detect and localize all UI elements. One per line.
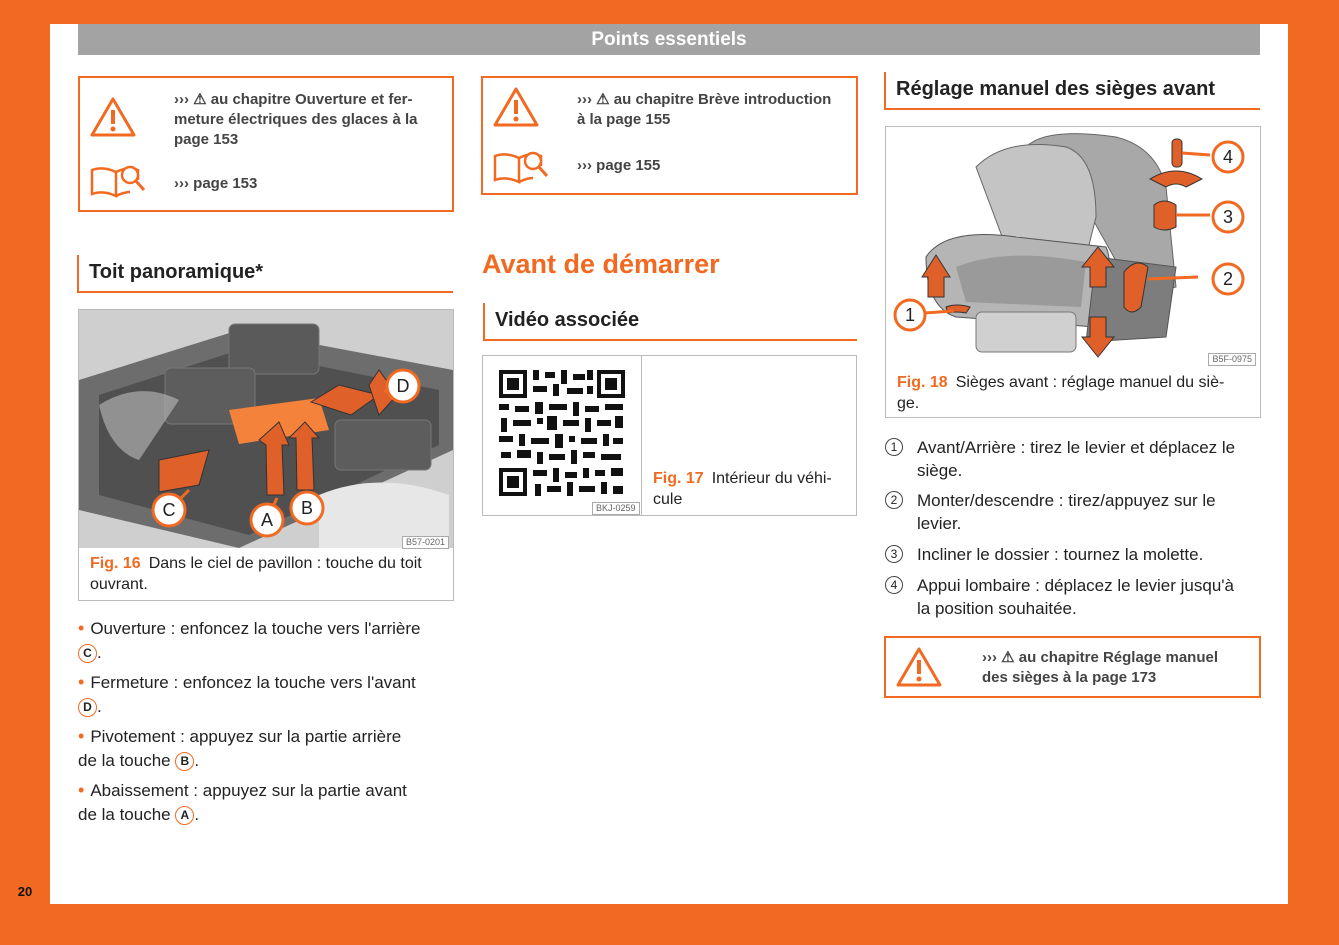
warning-icon <box>90 96 136 138</box>
book-reference-text: ››› page 153 <box>174 175 258 192</box>
callout-1 <box>895 300 925 330</box>
key-c-badge: C <box>78 644 97 663</box>
warning-icon <box>896 646 942 688</box>
bullet-item-opening: • Ouverture : enfoncez la touche vers l'arrière C . <box>78 618 421 662</box>
callout-b <box>291 492 323 524</box>
figure-code: B5F-0975 <box>1208 353 1256 366</box>
warning-box-left <box>78 76 454 212</box>
svg-text:B: B <box>300 498 314 518</box>
svg-text:D: D <box>396 376 410 396</box>
figure-number: Fig. 18 <box>897 374 948 391</box>
key-d-badge: D <box>78 698 97 717</box>
section-title-panoramic-roof: Toit panoramique* <box>77 255 453 293</box>
figure-caption <box>897 372 1257 414</box>
svg-text:1: 1 <box>904 305 916 325</box>
warning-text-line: meture électriques des glaces à la <box>174 111 418 128</box>
warning-text-line: ››› ⚠ au chapitre Brève introduction <box>577 91 832 108</box>
callout-d <box>387 370 419 402</box>
figure-number: Fig. 16 <box>90 555 141 572</box>
key-a-badge: A <box>175 806 194 825</box>
warning-text-line: ››› ⚠ au chapitre Réglage manuel <box>982 649 1218 666</box>
warning-text-line: des sièges à la page 173 <box>982 669 1157 686</box>
qr-code-icon[interactable] <box>497 368 627 498</box>
key-b-badge: B <box>175 752 194 771</box>
seat-illustration <box>886 127 1260 365</box>
caption-line: ouvrant. <box>90 576 148 593</box>
svg-text:2: 2 <box>1222 269 1234 289</box>
figure-code: B57-0201 <box>402 536 449 549</box>
figure-number: Fig. 17 <box>653 470 704 487</box>
chapter-title: Avant de démarrer <box>482 249 720 279</box>
svg-text:A: A <box>260 510 274 530</box>
book-reference-text: ››› page 155 <box>577 157 661 174</box>
figure-qr-video[interactable] <box>482 355 857 516</box>
caption-line: ge. <box>897 395 920 412</box>
list-item-lumbar: 4 Appui lombaire : déplacez le levier jusqu'à la position souhaitée. <box>885 574 1265 622</box>
svg-text:3: 3 <box>1222 207 1234 227</box>
figure-caption <box>90 553 450 595</box>
caption-line: Intérieur du véhi- <box>711 470 832 487</box>
section-title-video: Vidéo associée <box>483 303 857 341</box>
bullet-item-lower: • Abaissement : appuyez sur la partie avant de la touche A . <box>78 780 407 824</box>
callout-2 <box>1213 264 1243 294</box>
caption-line: cule <box>653 491 683 508</box>
warning-icon <box>493 86 539 128</box>
book-search-icon <box>88 160 148 200</box>
callout-c <box>153 494 185 526</box>
warning-text-line: à la page 155 <box>577 111 671 128</box>
svg-text:4: 4 <box>1222 147 1234 167</box>
figure-code: BKJ-0259 <box>592 502 640 515</box>
figure-seat-adjustment <box>885 126 1261 418</box>
roof-controls-illustration <box>79 310 453 548</box>
section-title-seat-adjustment: Réglage manuel des sièges avant <box>884 72 1260 110</box>
figure-roof-controls <box>78 309 454 601</box>
page-header: Points essentiels <box>78 24 1260 55</box>
list-item-recline: 3 Incliner le dossier : tournez la molette. <box>885 543 1265 567</box>
page-number: 20 <box>17 884 33 899</box>
book-search-icon <box>491 146 551 186</box>
warning-text-line: page 153 <box>174 131 239 148</box>
bullet-item-closing: • Fermeture : enfoncez la touche vers l'avant D . <box>78 672 416 716</box>
document-page <box>50 24 1288 904</box>
warning-box-right <box>884 636 1261 698</box>
list-item-forward-back: 1 Avant/Arrière : tirez le levier et déplacez le siège. <box>885 436 1265 484</box>
bullet-item-tilt: • Pivotement : appuyez sur la partie arrière de la touche B . <box>78 726 402 770</box>
caption-line: Sièges avant : réglage manuel du siè- <box>955 374 1225 391</box>
svg-text:C: C <box>162 500 176 520</box>
callout-3 <box>1213 202 1243 232</box>
warning-text-line: ››› ⚠ au chapitre Ouverture et fer- <box>174 91 413 108</box>
callout-a <box>251 504 283 536</box>
warning-box-middle <box>481 76 858 195</box>
callout-4 <box>1213 142 1243 172</box>
figure-caption <box>653 468 853 510</box>
caption-line: Dans le ciel de pavillon : touche du toit <box>148 555 422 572</box>
list-item-up-down: 2 Monter/descendre : tirez/appuyez sur le levier. <box>885 489 1265 537</box>
